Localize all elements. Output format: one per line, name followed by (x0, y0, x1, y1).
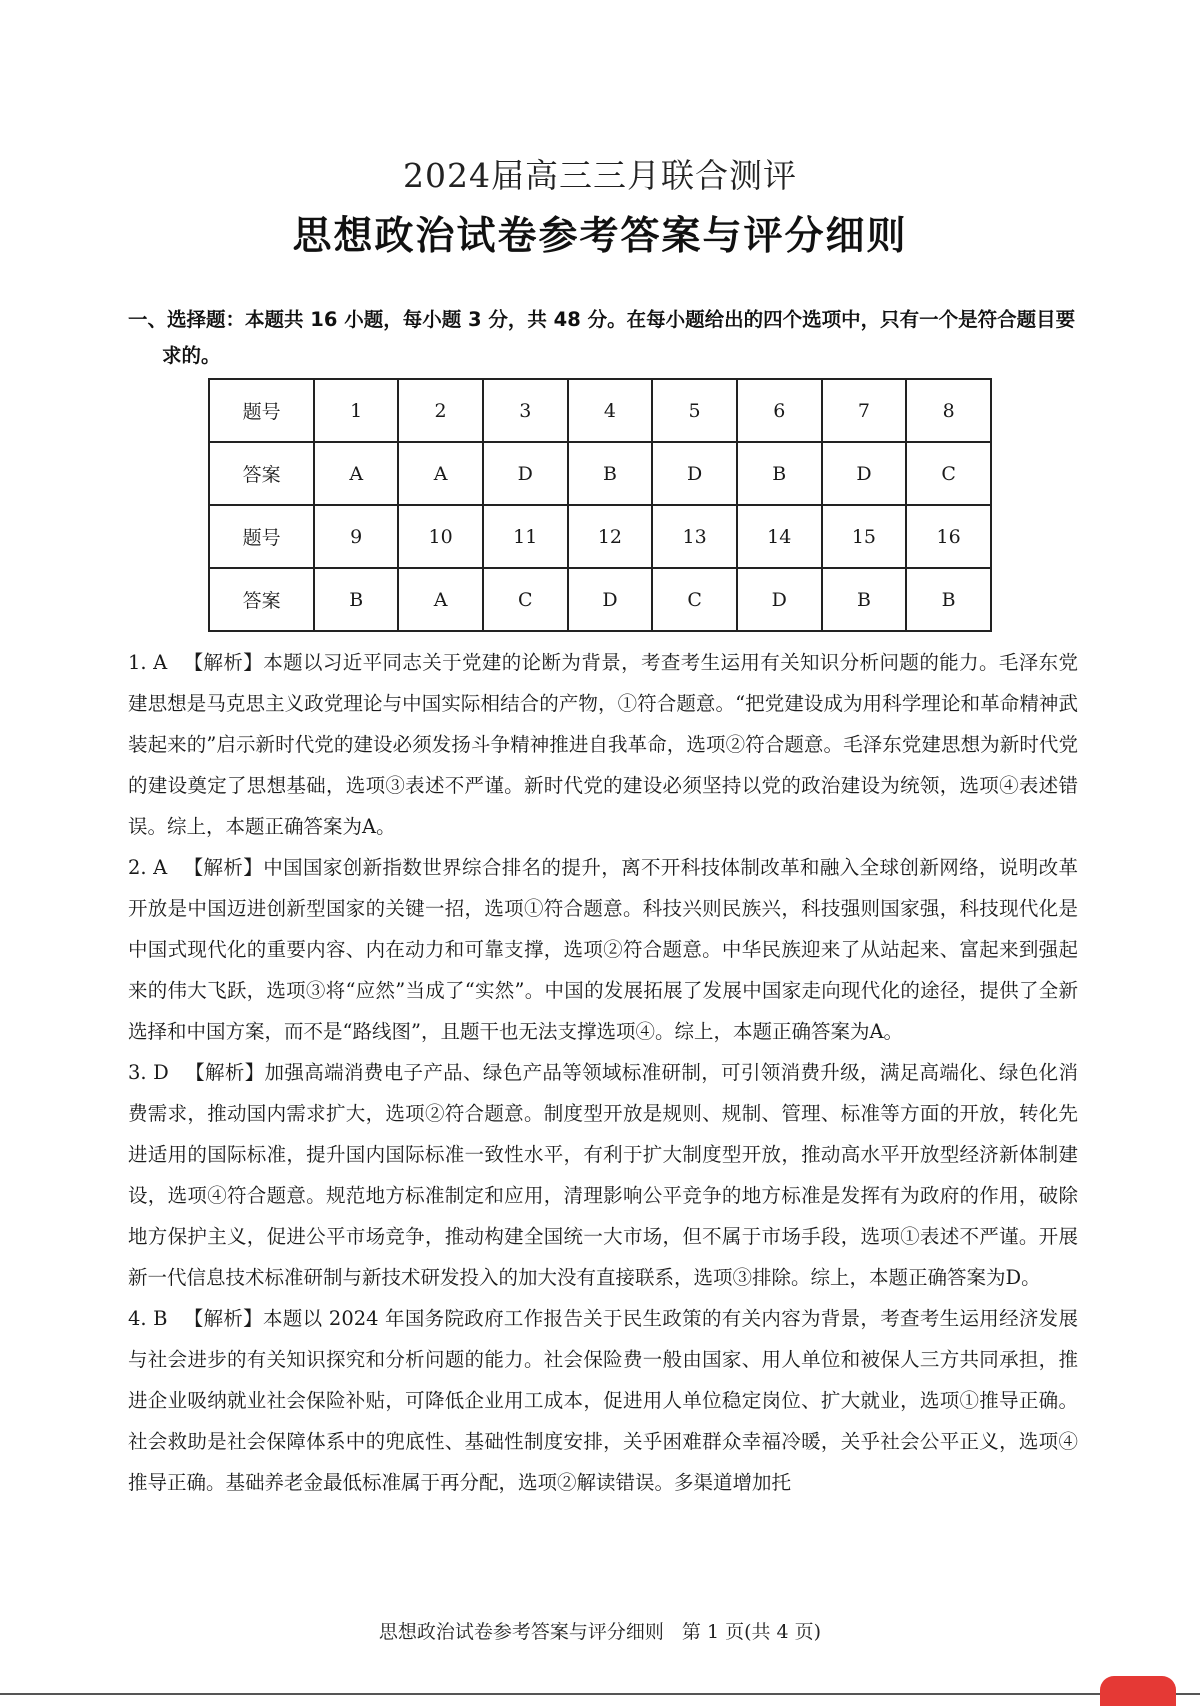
answer-cell: B (314, 568, 398, 631)
table-row-numbers-1 (209, 379, 991, 442)
section-heading-line2: 求的。 (162, 344, 221, 367)
row-header: 题号 (209, 505, 314, 568)
question-number: 9 (314, 505, 398, 568)
explanation-text: 加强高端消费电子产品、绿色产品等领域标准研制，可引领消费升级，满足高端化、绿色化消费需求，推动国内需求扩大，选项②符合题意。制度型开放是规则、规制、管理、标准等方面的开放，转化先进适用的国际标准，提升国内国际标准一致性水平，有利于扩大制度型开放，推动高水平开放型经济新体制建设，选项④符合题意。规范地方标准制定和应用，清理影响公平竞争的地方标准是发挥有为政府的作用，破除地方保护主义，促进公平市场竞争，推动构建全国统一大市场，但不属于市场手段，选项①表述不严谨。开展新一代信息技术标准研制与新技术研发投入的加大没有直接联系，选项③排除。综上，本题正确答案为D。 (128, 1061, 1078, 1289)
table-row-numbers-2 (209, 505, 991, 568)
answer-cell: B (568, 442, 653, 505)
document-subtitle: 思想政治试卷参考答案与评分细则 (292, 214, 908, 259)
question-number: 5 (652, 379, 737, 442)
row-header: 答案 (209, 568, 314, 631)
question-number: 11 (483, 505, 568, 568)
question-number: 12 (568, 505, 653, 568)
answer-cell: D (568, 568, 653, 631)
table-row-answers-1 (209, 442, 991, 505)
question-number: 2 (398, 379, 483, 442)
answer-cell: A (314, 442, 398, 505)
question-number: 3 (483, 379, 568, 442)
table-row-answers-2 (209, 568, 991, 631)
answer-cell: C (652, 568, 737, 631)
explanation-item (128, 642, 1078, 847)
explanation-tag: 【解析】 (184, 1061, 265, 1084)
exam-title: 2024届高三三月联合测评 (403, 156, 797, 195)
answer-cell: D (652, 442, 737, 505)
answer-cell: D (483, 442, 568, 505)
page-footer (0, 1617, 1200, 1644)
explanation-tag: 【解析】 (183, 1307, 263, 1330)
question-number: 10 (398, 505, 483, 568)
question-number: 1 (314, 379, 398, 442)
explanation-number: 2. A (128, 856, 168, 879)
answer-cell: B (822, 568, 907, 631)
explanation-text: 中国国家创新指数世界综合排名的提升，离不开科技体制改革和融入全球创新网络，说明改革开放是中国迈进创新型国家的关键一招，选项①符合题意。科技兴则民族兴，科技强则国家强，科技现代化是中国式现代化的重要内容、内在动力和可靠支撑，选项②符合题意。中华民族迎来了从站起来、富起来到强起来的伟大飞跃，选项③将“应然”当成了“实然”。中国的发展拓展了发展中国家走向现代化的途径，提供了全新选择和中国方案，而不是“路线图”，且题干也无法支撑选项④。综上，本题正确答案为A。 (128, 856, 1078, 1043)
question-number: 13 (652, 505, 737, 568)
question-number: 8 (906, 379, 991, 442)
row-header: 答案 (209, 442, 314, 505)
explanations-list (128, 642, 1078, 1503)
explanation-text: 本题以 2024 年国务院政府工作报告关于民生政策的有关内容为背景，考查考生运用经济发展与社会进步的有关知识探究和分析问题的能力。社会保险费一般由国家、用人单位和被保人三方共同承担，推进企业吸纳就业社会保险补贴，可降低企业用工成本，促进用人单位稳定岗位、扩大就业，选项①推导正确。社会救助是社会保障体系中的兜底性、基础性制度安排，关乎困难群众幸福冷暖，关乎社会公平正义，选项④推导正确。基础养老金最低标准属于再分配，选项②解读错误。多渠道增加托 (128, 1307, 1078, 1494)
row-header: 题号 (209, 379, 314, 442)
explanation-tag: 【解析】 (183, 651, 264, 674)
answer-table (208, 378, 992, 632)
answer-cell: A (398, 442, 483, 505)
bottom-divider (0, 1693, 1200, 1695)
section-heading (128, 302, 1076, 374)
explanation-number: 3. D (128, 1061, 169, 1084)
explanation-item (128, 1298, 1078, 1503)
answer-cell: C (906, 442, 991, 505)
question-number: 6 (737, 379, 822, 442)
question-number: 16 (906, 505, 991, 568)
answer-cell: A (398, 568, 483, 631)
answer-cell: B (737, 442, 822, 505)
question-number: 7 (822, 379, 907, 442)
answer-cell: D (822, 442, 907, 505)
question-number: 14 (737, 505, 822, 568)
print-stamp-icon (1100, 1676, 1176, 1706)
section-heading-line1: 一、选择题：本题共 16 小题，每小题 3 分，共 48 分。在每小题给出的四个选项中，只有一个是符合题目要 (128, 308, 1076, 331)
answer-cell: D (737, 568, 822, 631)
explanation-tag: 【解析】 (183, 856, 264, 879)
answer-cell: C (483, 568, 568, 631)
explanation-item (128, 847, 1078, 1052)
explanation-item (128, 1052, 1078, 1298)
explanation-number: 4. B (128, 1307, 168, 1330)
question-number: 15 (822, 505, 907, 568)
answer-cell: B (906, 568, 991, 631)
explanation-number: 1. A (128, 651, 168, 674)
footer-doc-name: 思想政治试卷参考答案与评分细则 (378, 1621, 664, 1643)
footer-page-info: 第 1 页(共 4 页) (681, 1621, 822, 1643)
explanation-text: 本题以习近平同志关于党建的论断为背景，考查考生运用有关知识分析问题的能力。毛泽东党建思想是马克思主义政党理论与中国实际相结合的产物，①符合题意。“把党建设成为用科学理论和革命精神武装起来的”启示新时代党的建设必须发扬斗争精神推进自我革命，选项②符合题意。毛泽东党建思想为新时代党的建设奠定了思想基础，选项③表述不严谨。新时代党的建设必须坚持以党的政治建设为统领，选项④表述错误。综上，本题正确答案为A。 (128, 651, 1078, 838)
question-number: 4 (568, 379, 653, 442)
